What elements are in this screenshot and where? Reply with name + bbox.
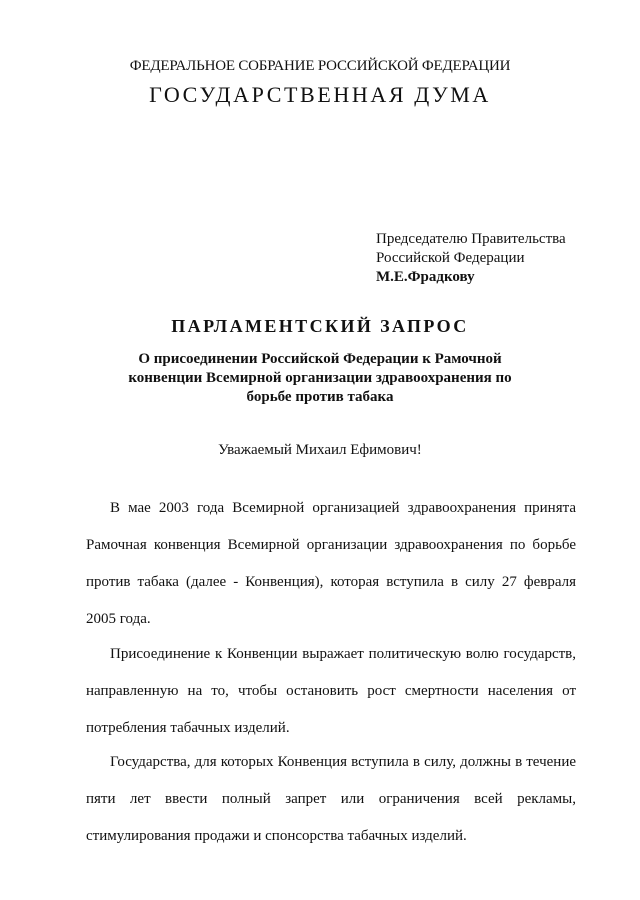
body-paragraph: Государства, для которых Конвенция вступила в силу, должны в течение пяти лет ввести полный запрет или ограничения всей рекламы, стимулирования продажи и спонсорства табачных изделий.	[86, 754, 576, 844]
addressee-position: Председателю Правительства	[376, 231, 566, 247]
body-paragraph: Присоединение к Конвенции выражает политическую волю государств, направленную на то, чтобы остановить рост смертности населения от потребления табачных изделий.	[86, 646, 576, 736]
document-subject: О присоединении Российской Федерации к Рамочной конвенции Всемирной организации здравоохранения по борьбе против табака	[128, 351, 512, 405]
body-paragraph: В мае 2003 года Всемирной организацией здравоохранения принята Рамочная конвенция Всемирной организации здравоохранения по борьбе против табака (далее - Конвенция), которая вступила в силу 27 февраля 2005 года.	[86, 500, 576, 627]
chamber-name: ГОСУДАРСТВЕННАЯ ДУМА	[149, 82, 491, 107]
addressee-organization: Российской Федерации	[376, 250, 525, 266]
addressee-block	[376, 230, 566, 287]
greeting: Уважаемый Михаил Ефимович!	[218, 442, 422, 458]
document-title: ПАРЛАМЕНТСКИЙ ЗАПРОС	[171, 316, 469, 336]
addressee-name: М.Е.Фрадкову	[376, 269, 475, 285]
parliament-name: ФЕДЕРАЛЬНОЕ СОБРАНИЕ РОССИЙСКОЙ ФЕДЕРАЦИИ	[129, 58, 511, 74]
